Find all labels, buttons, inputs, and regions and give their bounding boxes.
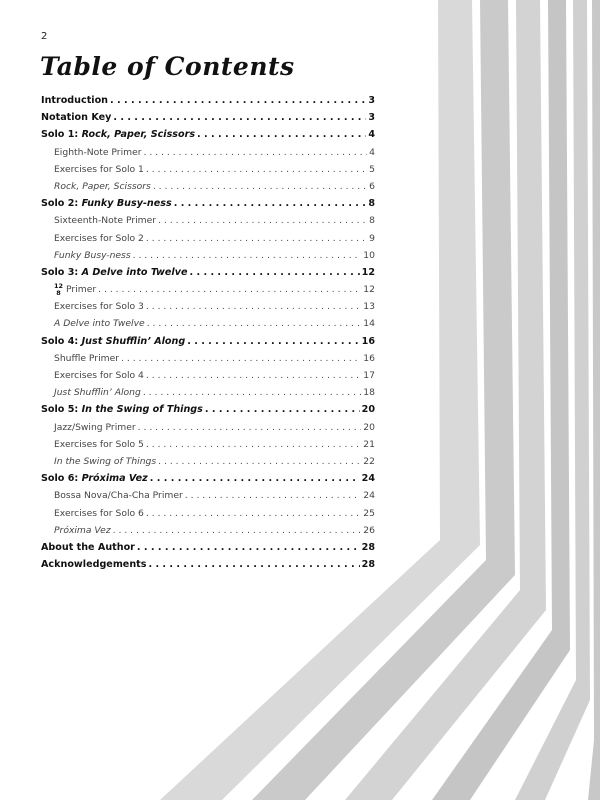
toc-entry-label — [54, 247, 131, 264]
toc-page-number: 20 — [363, 421, 375, 433]
dot-leader — [110, 92, 366, 109]
toc-entry-label — [41, 195, 172, 212]
toc-entry-label — [41, 92, 108, 109]
toc-entry-prefix: Exercises for Solo 1 — [54, 163, 144, 175]
toc-subentry[interactable] — [41, 522, 375, 539]
toc-page-number: 9 — [369, 232, 375, 244]
toc-subentry[interactable] — [41, 161, 375, 178]
toc-entry-label — [41, 126, 195, 143]
toc-page-number: 8 — [369, 215, 375, 227]
toc-entry-prefix: About the Author — [41, 541, 135, 553]
toc-page-number: 5 — [369, 163, 375, 175]
dot-leader — [113, 109, 366, 126]
toc-subentry[interactable] — [41, 230, 375, 247]
toc-entry-label — [54, 212, 156, 229]
toc-entry-label — [41, 539, 135, 556]
dot-leader — [138, 419, 362, 436]
dot-leader — [185, 487, 362, 504]
toc-entry-title: Funky Busy-ness — [81, 198, 172, 210]
dot-leader — [146, 298, 361, 315]
toc-page-number: 12 — [361, 266, 375, 278]
toc-entry-prefix: Solo 2: — [41, 198, 82, 210]
dot-leader — [144, 144, 368, 161]
toc-subentry[interactable] — [41, 367, 375, 384]
table-of-contents — [41, 92, 375, 573]
toc-entry[interactable] — [41, 401, 375, 418]
toc-entry-prefix: Eighth-Note Primer — [54, 146, 142, 158]
toc-page-number: 16 — [361, 335, 375, 347]
toc-entry-label — [54, 298, 144, 315]
toc-page-number: 8 — [368, 198, 375, 210]
toc-entry-label — [54, 144, 142, 161]
toc-entry-title: Próxima Vez — [81, 473, 148, 485]
toc-entry-label — [54, 487, 183, 504]
toc-entry-title: Funky Busy-ness — [54, 249, 131, 261]
toc-page-number: 20 — [361, 404, 375, 416]
toc-page-number: 4 — [368, 129, 375, 141]
toc-entry-title: In the Swing of Things — [81, 404, 203, 416]
toc-entry-prefix: Introduction — [41, 95, 108, 106]
toc-page-number: 3 — [368, 112, 375, 124]
toc-entry-prefix: Shuffle Primer — [54, 352, 120, 364]
toc-subentry[interactable] — [41, 350, 375, 367]
toc-page-number: 24 — [361, 473, 375, 485]
toc-entry-prefix: Exercises for Solo 4 — [54, 370, 144, 381]
toc-subentry[interactable] — [41, 315, 375, 332]
toc-entry-prefix: Exercises for Solo 5 — [54, 438, 144, 450]
toc-entry[interactable] — [41, 92, 375, 109]
page-number: 2 — [41, 31, 48, 42]
toc-subentry[interactable] — [41, 436, 375, 453]
toc-entry-prefix: Exercises for Solo 6 — [54, 507, 144, 519]
dot-leader — [205, 401, 360, 418]
toc-entry[interactable] — [41, 470, 375, 487]
toc-page-number: 4 — [369, 146, 375, 158]
toc-page-number: 12 — [363, 284, 375, 296]
toc-entry[interactable] — [41, 195, 375, 212]
toc-entry[interactable] — [41, 556, 375, 573]
toc-entry-label — [54, 453, 156, 470]
toc-entry-label — [54, 178, 151, 195]
toc-entry-label — [41, 556, 146, 573]
dot-leader — [189, 264, 359, 281]
toc-entry-prefix: Bossa Nova/Cha-Cha Primer — [54, 490, 183, 502]
toc-entry[interactable] — [41, 264, 375, 281]
toc-page-number: 22 — [363, 455, 375, 467]
dot-leader — [113, 522, 362, 539]
toc-page-number: 17 — [363, 370, 375, 381]
toc-page-number: 24 — [363, 490, 375, 502]
page-title: Table of Contents — [40, 52, 295, 81]
toc-entry-label — [54, 230, 144, 247]
toc-entry-label — [54, 436, 144, 453]
toc-entry-label — [54, 384, 141, 401]
toc-entry-label — [54, 350, 119, 367]
toc-entry-prefix: Exercises for Solo 3 — [54, 301, 144, 313]
toc-entry-label — [41, 333, 185, 350]
dot-leader — [158, 212, 367, 229]
toc-subentry[interactable] — [41, 453, 375, 470]
toc-subentry[interactable] — [41, 281, 375, 298]
dot-leader — [146, 161, 367, 178]
toc-entry-label — [41, 470, 148, 487]
time-signature-icon — [54, 283, 63, 296]
toc-subentry[interactable] — [41, 212, 375, 229]
toc-page-number: 13 — [363, 301, 375, 313]
toc-entry-prefix: Solo 1: — [41, 129, 82, 141]
dot-leader — [158, 453, 361, 470]
toc-entry-prefix: Sixteenth-Note Primer — [54, 215, 157, 227]
toc-page-number: 16 — [363, 352, 375, 364]
toc-subentry[interactable] — [41, 298, 375, 315]
toc-subentry[interactable] — [41, 144, 375, 161]
toc-entry-title: In the Swing of Things — [54, 455, 157, 467]
toc-page-number: 28 — [361, 559, 375, 571]
dot-leader — [98, 281, 361, 298]
toc-entry-label — [54, 281, 96, 298]
toc-page-number: 28 — [361, 541, 375, 553]
dot-leader — [150, 470, 360, 487]
toc-entry-title: A Delve into Twelve — [81, 266, 188, 278]
dot-leader — [146, 436, 361, 453]
toc-page-number: 25 — [363, 507, 375, 519]
toc-entry[interactable] — [41, 539, 375, 556]
toc-entry[interactable] — [41, 126, 375, 143]
toc-entry-title: Just Shufflin’ Along — [54, 387, 141, 399]
toc-page-number: 18 — [363, 387, 375, 399]
toc-entry-title: Próxima Vez — [54, 524, 111, 536]
toc-subentry[interactable] — [41, 419, 375, 436]
toc-entry[interactable] — [41, 109, 375, 126]
toc-entry-label — [41, 109, 111, 126]
toc-entry-title: Just Shufflin’ Along — [81, 335, 186, 347]
toc-page-number: 14 — [363, 318, 375, 330]
toc-entry-prefix: Solo 3: — [41, 266, 82, 278]
toc-entry-prefix: Solo 6: — [41, 473, 82, 485]
dot-leader — [153, 178, 367, 195]
dot-leader — [121, 350, 361, 367]
toc-entry-label — [54, 367, 144, 384]
dot-leader — [148, 556, 359, 573]
toc-entry-prefix: Acknowledgements — [41, 559, 147, 571]
dot-leader — [146, 505, 361, 522]
toc-entry-title: Rock, Paper, Scissors — [81, 129, 196, 141]
dot-leader — [143, 384, 361, 401]
toc-entry-prefix: Exercises for Solo 2 — [54, 232, 144, 244]
toc-subentry[interactable] — [41, 384, 375, 401]
dot-leader — [187, 333, 359, 350]
toc-entry-prefix: Notation Key — [41, 112, 112, 124]
toc-page-number: 6 — [369, 180, 375, 192]
toc-entry-prefix: Jazz/Swing Primer — [54, 421, 136, 433]
dot-leader — [146, 230, 367, 247]
dot-leader — [137, 539, 360, 556]
toc-entry-label — [54, 522, 111, 539]
toc-entry-label — [54, 419, 136, 436]
toc-entry-title: A Delve into Twelve — [54, 318, 145, 330]
toc-page-number: 21 — [363, 438, 375, 450]
toc-page-number: 26 — [363, 524, 375, 536]
toc-entry-label — [54, 505, 144, 522]
toc-subentry[interactable] — [41, 178, 375, 195]
toc-subentry[interactable] — [41, 505, 375, 522]
dot-leader — [133, 247, 362, 264]
toc-entry-prefix: Primer — [66, 284, 97, 296]
toc-entry-label — [41, 264, 187, 281]
toc-entry-label — [54, 161, 144, 178]
dot-leader — [146, 367, 361, 384]
toc-subentry[interactable] — [41, 247, 375, 264]
toc-subentry[interactable] — [41, 487, 375, 504]
toc-entry[interactable] — [41, 333, 375, 350]
dot-leader — [147, 315, 362, 332]
toc-entry-prefix: Solo 5: — [41, 404, 82, 416]
toc-entry-title: Rock, Paper, Scissors — [54, 180, 151, 192]
dot-leader — [174, 195, 367, 212]
toc-entry-prefix: Solo 4: — [41, 335, 82, 347]
toc-entry-label — [54, 315, 145, 332]
time-signature-number: 8 — [56, 288, 61, 297]
toc-entry-label — [41, 401, 203, 418]
toc-page-number: 3 — [368, 95, 375, 106]
toc-page-number: 10 — [363, 249, 375, 261]
time-signature-number: 12 — [54, 282, 64, 291]
dot-leader — [197, 126, 366, 143]
